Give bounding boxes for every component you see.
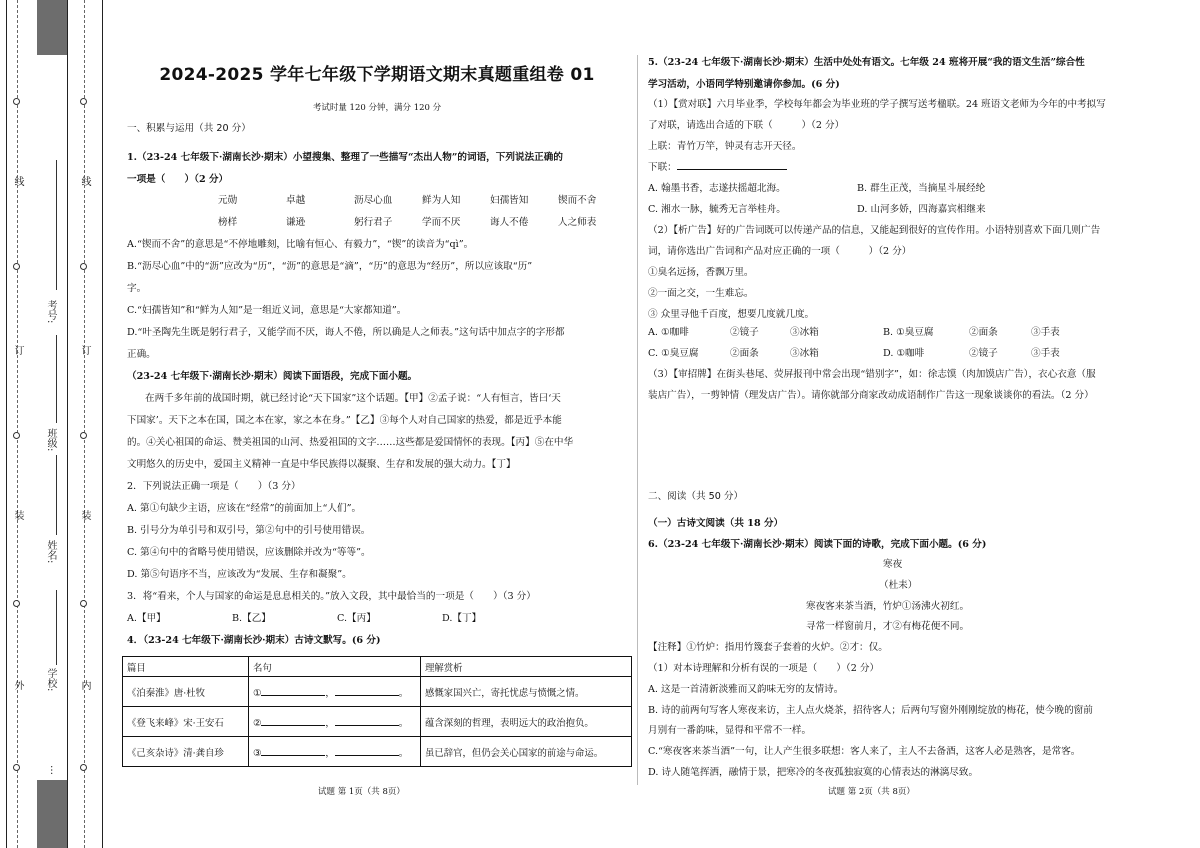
strip-edge-right: [102, 0, 103, 848]
binding-circle: [80, 98, 87, 105]
q5-1-option-b: B. 群生正茂，当摘星斗展经纶: [857, 183, 986, 194]
q2-option-a: A. 第①句缺少主语，应该在“经常”的前面加上“人们”。: [127, 503, 362, 514]
strip-edge-left: [6, 0, 7, 848]
label-exam-number: 考号:: [45, 300, 56, 324]
q3-option-b: B.【乙】: [232, 613, 271, 624]
q1-option-a: A.“锲而不舍”的意思是“不停地雕刻，比喻有恒心、有毅力”，“锲”的读音为“qì”。: [127, 239, 474, 250]
opt-part: B. ①臭豆腐: [883, 327, 934, 338]
binding-circle: [80, 600, 87, 607]
fill-cell[interactable]: ② ， 。: [249, 707, 421, 737]
table-header-row: [123, 657, 632, 677]
fill-cell[interactable]: ③ ， 。: [249, 737, 421, 767]
inner-mark-ding: 订: [79, 345, 90, 355]
opt-part: ③冰箱: [790, 327, 819, 338]
page-footer-right: 试题 第 2页（共 8页）: [828, 787, 915, 797]
word: 鲜为人知: [422, 195, 461, 206]
q5-stem-2: 学习活动，小语同学特别邀请你参加。(6 分): [648, 79, 840, 90]
lower-couplet-label: 下联：: [648, 162, 677, 173]
q2-option-c: C. 第④句中的省略号使用错误，应该删除并改为“等等”。: [127, 547, 371, 558]
poem-author: （杜耒）: [879, 580, 918, 591]
word: 躬行君子: [354, 217, 393, 228]
table-row: [123, 677, 632, 707]
lower-couplet-blank[interactable]: [677, 169, 787, 170]
table-row: [123, 707, 632, 737]
opt-part: ②镜子: [730, 327, 759, 338]
q3-option-a: A.【甲】: [127, 613, 166, 624]
table-cell: 虽已辞官，但仍会关心国家的前途与命运。: [421, 737, 632, 767]
q6-1-stem: （1）对本诗理解和分析有误的一项是（ ）（2 分）: [648, 663, 880, 674]
grey-block-top: [37, 0, 67, 55]
q1-option-c: C.“妇孺皆知”和“鲜为人知”是一组近义词，意思是“大家都知道”。: [127, 305, 407, 316]
binding-circle: [13, 98, 20, 105]
binding-circle: [80, 432, 87, 439]
binding-circle: [13, 764, 20, 771]
answer-blank[interactable]: [261, 725, 325, 726]
table-cell: 感慨家国兴亡，寄托忧虑与愤慨之情。: [421, 677, 632, 707]
ad-item: ①臭名远扬，香飘万里。: [648, 267, 754, 278]
opt-part: C. ①臭豆腐: [648, 348, 699, 359]
q1-option-b-cont: 字。: [127, 283, 147, 294]
word: 谦逊: [286, 217, 306, 228]
q5-2-option-a: [648, 326, 819, 339]
answer-blank[interactable]: [261, 695, 325, 696]
q5-1-option-a: A. 翰墨书香，志遂扶摇超北海。: [648, 183, 786, 194]
outer-mark-ding: 订: [12, 345, 23, 355]
answer-blank[interactable]: [261, 755, 325, 756]
word: 榜样: [218, 217, 238, 228]
inner-mark-xian: 线: [79, 176, 90, 186]
subsection-heading: （一）古诗文阅读（共 18 分）: [648, 518, 784, 529]
q5-1-upper-couplet: 上联：青竹万竿，钟灵有志开天径。: [648, 141, 802, 152]
class-blank[interactable]: [56, 335, 57, 423]
word-row-1: [218, 194, 626, 207]
word: 卓越: [286, 195, 306, 206]
poem-line: 寻常一样窗前月，才②有梅花便不同。: [806, 621, 970, 632]
inner-mark-nei: 内: [79, 680, 90, 690]
q5-1-lower-couplet: [648, 161, 787, 174]
q6-option-c: C.“寒夜客来茶当酒”一句，让人产生很多联想：客人来了，主人不去备酒，这客人必是熟客，是常客。: [648, 746, 1081, 757]
opt-part: A. ①咖啡: [648, 327, 689, 338]
table-cell: 《泊秦淮》唐·杜牧: [123, 677, 249, 707]
strip-edge-middle: [67, 0, 68, 848]
blank-number: ③: [253, 747, 262, 759]
q6-stem: 6.（23-24 七年级下·湖南长沙·期末）阅读下面的诗歌，完成下面小题。(6 分): [648, 539, 987, 550]
poem-line: 寒夜客来茶当酒，竹炉①汤沸火初红。: [806, 601, 970, 612]
q5-3-line: （3）【审招牌】在街头巷尾、荧屏报刊中常会出现“错别字”，如：徐志馍（肉加馍店广告），衣心衣意（服: [648, 369, 1096, 380]
outer-mark-wai: 外: [12, 680, 23, 690]
poem-note: 【注释】①竹炉：指用竹篾套子套着的火炉。②才：仅。: [648, 642, 888, 653]
ad-item: ③ 众里寻他千百度，想要几度就几度。: [648, 309, 815, 320]
page-title: 2024-2025 学年七年级下学期语文期末真题重组卷 01: [159, 65, 595, 85]
q3-option-d: D.【丁】: [442, 613, 482, 624]
opt-part: ②面条: [969, 327, 998, 338]
table-row: [123, 737, 632, 767]
exam-number-blank[interactable]: [56, 160, 57, 290]
poetry-table: [122, 656, 632, 767]
q5-2-line: 词，请你选出广告词和产品对应正确的一项（ ）（2 分）: [648, 246, 912, 257]
q5-2-option-b: [883, 326, 1060, 339]
q5-1-option-c: C. 湘水一脉，毓秀无言举桂舟。: [648, 204, 786, 215]
outer-cut-line: [17, 0, 18, 848]
section-heading-1: 一、积累与运用（共 20 分）: [127, 123, 251, 134]
q5-2-line: （2）【析广告】好的广告词既可以传递产品的信息，又能起到很好的宣传作用。小语特别喜欢下面几则广告: [648, 225, 1101, 236]
passage-line: 的。④关心祖国的命运、赞美祖国的山河、热爱祖国的文字……这些都是爱国情怀的表现。【丙】⑤在中华: [127, 437, 574, 448]
grey-block-bottom: [37, 780, 67, 848]
inner-cut-line: [84, 0, 85, 848]
outer-mark-xian: 线: [12, 176, 23, 186]
q2-option-d: D. 第⑤句语序不当，应该改为“发展、生存和凝聚”。: [127, 569, 352, 580]
word: 学而不厌: [422, 217, 461, 228]
q5-2-option-c: [648, 347, 819, 360]
label-school: 学校:: [45, 668, 56, 692]
q5-stem-1: 5.（23-24 七年级下·湖南长沙·期末）生活中处处有语文。七年级 24 班将开展“我的语文生活”综合性: [648, 57, 1085, 68]
q3-stem: 3．将“看来，个人与国家的命运是息息相关的。”放入文段，其中最恰当的一项是（ ）（3 分）: [127, 591, 536, 602]
blank-number: ①: [253, 687, 262, 699]
opt-part: ③手表: [1031, 348, 1060, 359]
q5-1-line: 了对联，请选出合适的下联（ ）（2 分）: [648, 120, 845, 131]
word: 沥尽心血: [354, 195, 393, 206]
opt-part: ②面条: [730, 348, 759, 359]
table-cell: 《登飞来峰》宋·王安石: [123, 707, 249, 737]
q6-option-a: A. 这是一首清新淡雅而又韵味无穷的友情诗。: [648, 684, 844, 695]
q3-option-c: C.【丙】: [337, 613, 376, 624]
binding-circle: [13, 432, 20, 439]
reading-intro: （23-24 七年级下·湖南长沙·期末）阅读下面语段，完成下面小题。: [127, 371, 418, 382]
word: 锲而不舍: [558, 195, 597, 206]
q1-option-b: B.“沥尽心血”中的“沥”应改为“历”，“沥”的意思是“滴”，“历”的意思为“经历”，所以应该取“历”: [127, 261, 533, 272]
answer-blank[interactable]: [335, 755, 399, 756]
outer-mark-zhuang: 装: [12, 510, 23, 520]
section-heading-2: 二、阅读（共 50 分）: [648, 491, 744, 502]
table-cell: 蕴含深刻的哲理，表明远大的政治抱负。: [421, 707, 632, 737]
q6-option-b: B. 诗的前两句写客人寒夜来访，主人点火烧茶，招待客人；后两句写窗外刚刚绽放的梅花，使今晚的窗前: [648, 705, 1093, 716]
word: 元勋: [218, 195, 238, 206]
table-cell: 《己亥杂诗》清·龚自珍: [123, 737, 249, 767]
opt-part: D. ①咖啡: [883, 348, 925, 359]
q2-option-b: B. 引号分为单引号和双引号，第②句中的引号使用错误。: [127, 525, 371, 536]
label-class: 班级:: [45, 428, 56, 452]
binding-circle: [80, 263, 87, 270]
table-header: 理解赏析: [421, 657, 632, 677]
opt-part: ②镜子: [969, 348, 998, 359]
binding-circle: [13, 263, 20, 270]
label-name: 姓名:: [45, 540, 56, 564]
q1-option-d-cont: 正确。: [127, 349, 156, 360]
q1-stem-1: 1.（23-24 七年级下·湖南长沙·期末）小望搜集、整理了一些描写“杰出人物”的词语，下列说法正确的: [127, 152, 563, 163]
q1-option-d: D.“叶圣陶先生既是躬行君子，又能学而不厌，诲人不倦，所以确是人之师表。”这句话中加点字的字形都: [127, 327, 565, 338]
binding-dots: …: [48, 765, 59, 775]
passage-line: 文明悠久的历史中，爱国主义精神一直是中华民族得以凝聚、生存和发展的强大动力。【丁】: [127, 459, 516, 470]
poem-title: 寒夜: [883, 559, 903, 570]
passage-line: 在两千多年前的战国时期，就已经讨论“天下国家”这个话题。【甲】②孟子说：“人有恒言，皆曰‘天: [145, 393, 561, 404]
word: 妇孺皆知: [490, 195, 529, 206]
answer-blank[interactable]: [335, 725, 399, 726]
opt-part: ③冰箱: [790, 348, 819, 359]
answer-blank[interactable]: [335, 695, 399, 696]
opt-part: ③手表: [1031, 327, 1060, 338]
q6-option-d: D. 诗人随笔挥洒，融情于景，把寒冷的冬夜孤独寂寞的心情表达的淋漓尽致。: [648, 767, 979, 778]
q4-stem: 4．（23-24 七年级下·湖南长沙·期末）古诗文默写。(6 分): [127, 635, 381, 646]
binding-circle: [80, 764, 87, 771]
name-blank[interactable]: [56, 455, 57, 535]
q5-2-option-d: [883, 347, 1060, 360]
word-row-2: [218, 216, 626, 229]
q6-option-b-cont: 月别有一番韵味，显得和平常不一样。: [648, 725, 812, 736]
fill-cell[interactable]: ① ， 。: [249, 677, 421, 707]
table-header: 名句: [249, 657, 421, 677]
table-header: 篇目: [123, 657, 249, 677]
q5-1-line: （1）【赏对联】六月毕业季，学校每年都会为毕业班的学子撰写送考楹联。24 班语文老师为今年的中考拟写: [648, 99, 1106, 110]
q5-3-line: 装店广告），一剪钟情（理发店广告）。请你就部分商家改动成语制作广告这一现象谈谈你的看法。（2 分）: [648, 390, 1094, 401]
word: 诲人不倦: [490, 217, 529, 228]
q1-stem-2: 一项是（ ）（2 分）: [127, 174, 229, 185]
blank-number: ②: [253, 717, 262, 729]
inner-mark-zhuang: 装: [79, 510, 90, 520]
column-divider: [637, 55, 638, 785]
q5-1-option-d: D. 山河多娇，四海嘉宾相继来: [857, 204, 986, 215]
exam-info: 考试时量 120 分钟，满分 120 分: [312, 103, 442, 113]
school-blank[interactable]: [56, 590, 57, 665]
q2-stem: 2．下列说法正确一项是（ ）（3 分）: [127, 481, 301, 492]
page-footer-left: 试题 第 1页（共 8页）: [318, 787, 405, 797]
q5-3-answer-area[interactable]: [648, 410, 1148, 480]
binding-circle: [13, 600, 20, 607]
ad-item: ②一面之交，一生难忘。: [648, 288, 754, 299]
passage-line: 下国家’。天下之本在国，国之本在家，家之本在身。”【乙】③每个人对自己国家的热爱，都是近乎本能: [127, 415, 562, 426]
word: 人之师表: [558, 217, 597, 228]
